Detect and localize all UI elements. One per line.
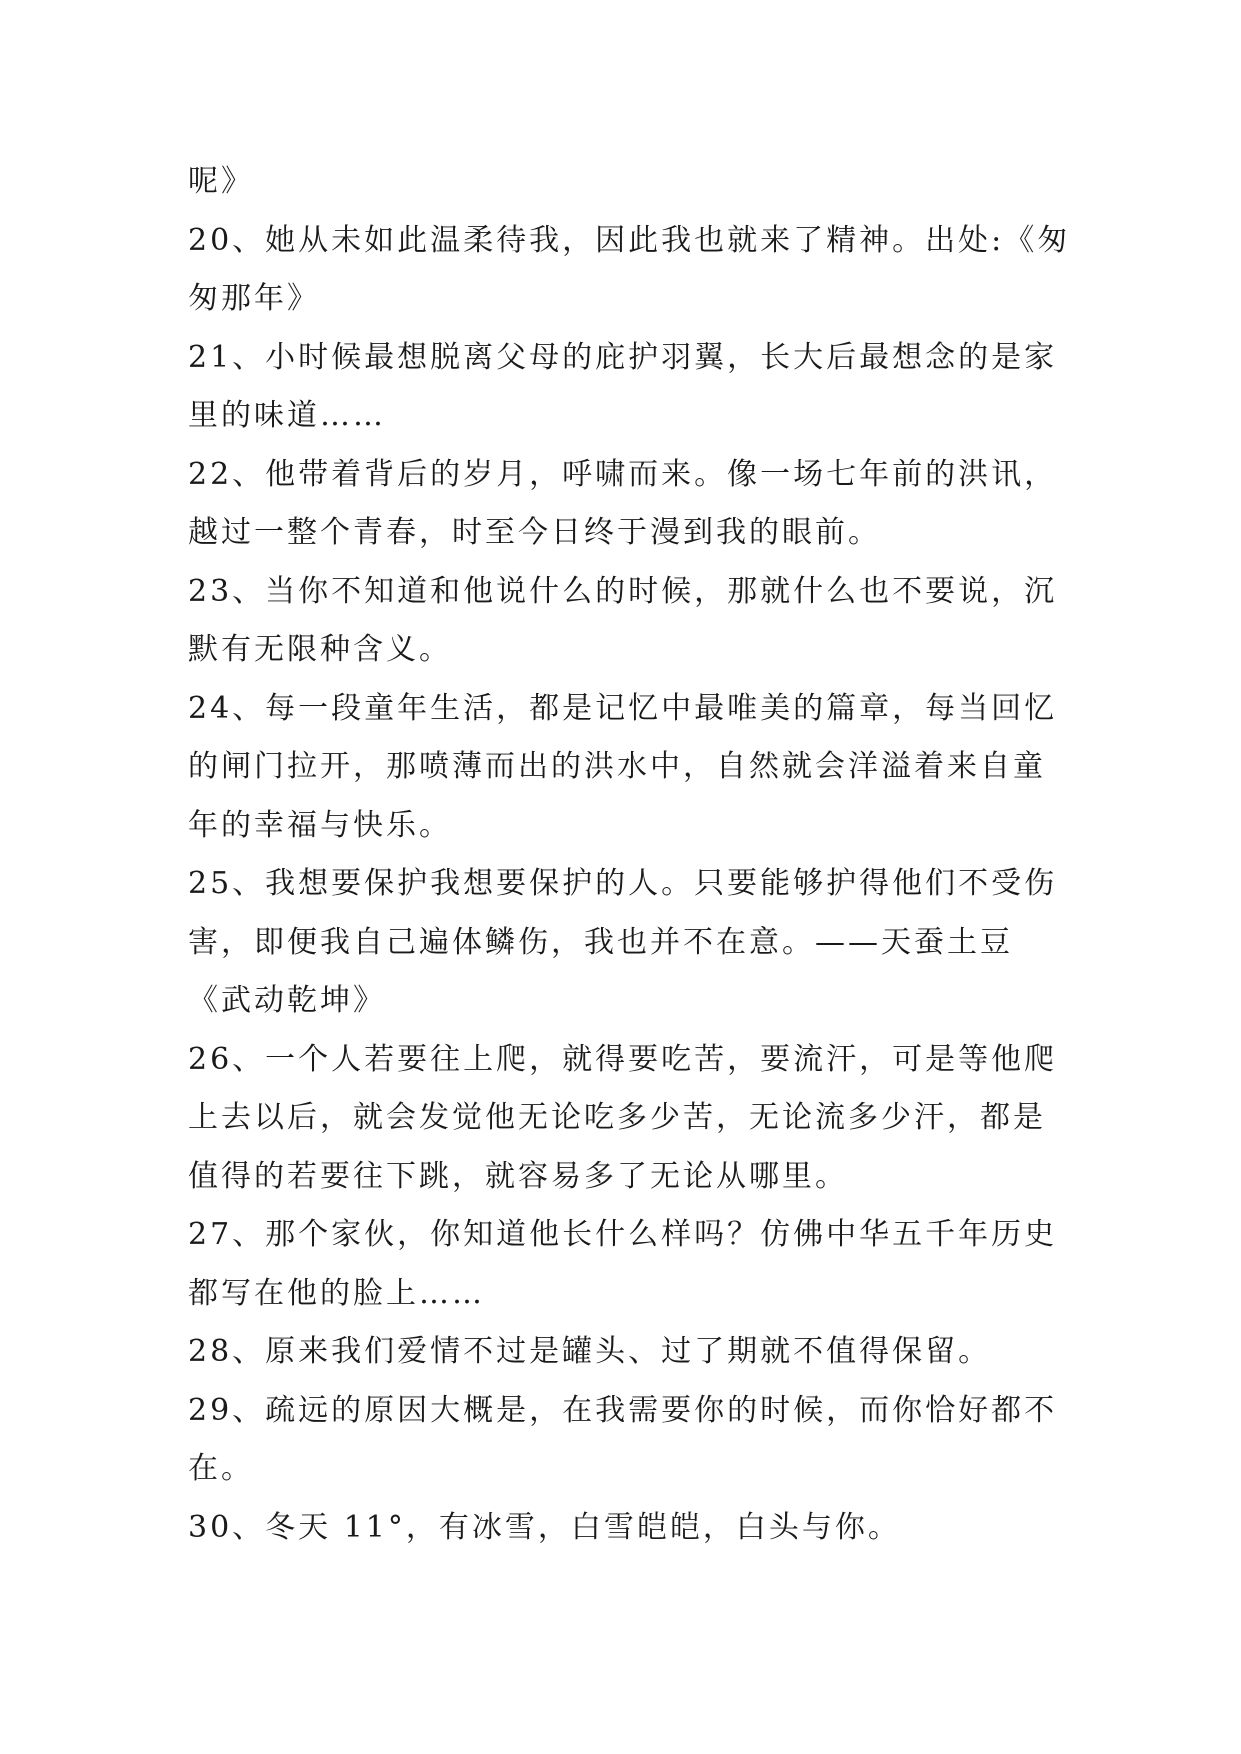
- text-line: 《武动乾坤》: [188, 983, 386, 1018]
- text-line: 默有无限种含义。: [188, 632, 452, 667]
- text-line: 害，即便我自己遍体鳞伤，我也并不在意。——天蚕土豆: [188, 924, 1013, 960]
- text-line: 都写在他的脸上……: [188, 1275, 485, 1311]
- text-line: 24、每一段童年生活，都是记忆中最唯美的篇章，每当回忆: [188, 690, 1058, 726]
- text-line: 年的幸福与快乐。: [188, 807, 452, 843]
- text-line: 23、当你不知道和他说什么的时候，那就什么也不要说，沉: [188, 573, 1058, 609]
- document-body: [188, 153, 1071, 1557]
- text-line: 29、疏远的原因大概是，在我需要你的时候，而你恰好都不: [188, 1392, 1058, 1428]
- text-line: 22、他带着背后的岁月，呼啸而来。像一场七年前的洪讯，: [188, 456, 1058, 492]
- text-line: 值得的若要往下跳，就容易多了无论从哪里。: [188, 1158, 848, 1194]
- text-line: 匆那年》: [188, 281, 320, 316]
- text-line: 25、我想要保护我想要保护的人。只要能够护得他们不受伤: [188, 866, 1058, 901]
- text-line: 在。: [188, 1451, 254, 1486]
- text-line: 的闸门拉开，那喷薄而出的洪水中，自然就会洋溢着来自童: [188, 749, 1046, 784]
- text-line: 呢》: [188, 164, 254, 199]
- text-line: 越过一整个青春，时至今日终于漫到我的眼前。: [188, 515, 881, 550]
- text-line: 上去以后，就会发觉他无论吃多少苦，无论流多少汗，都是: [188, 1100, 1046, 1135]
- text-line: 26、一个人若要往上爬，就得要吃苦，要流汗，可是等他爬: [188, 1041, 1058, 1077]
- text-line: 21、小时候最想脱离父母的庇护羽翼，长大后最想念的是家: [188, 339, 1058, 375]
- text-line: 27、那个家伙，你知道他长什么样吗？仿佛中华五千年历史: [188, 1217, 1058, 1252]
- text-line: 里的味道……: [188, 398, 386, 433]
- text-line: 20、她从未如此温柔待我，因此我也就来了精神。出处:《匆: [188, 222, 1071, 258]
- text-line: 28、原来我们爱情不过是罐头、过了期就不值得保留。: [188, 1334, 992, 1369]
- text-line: 30、冬天 11°，有冰雪，白雪皑皑，白头与你。: [188, 1509, 901, 1545]
